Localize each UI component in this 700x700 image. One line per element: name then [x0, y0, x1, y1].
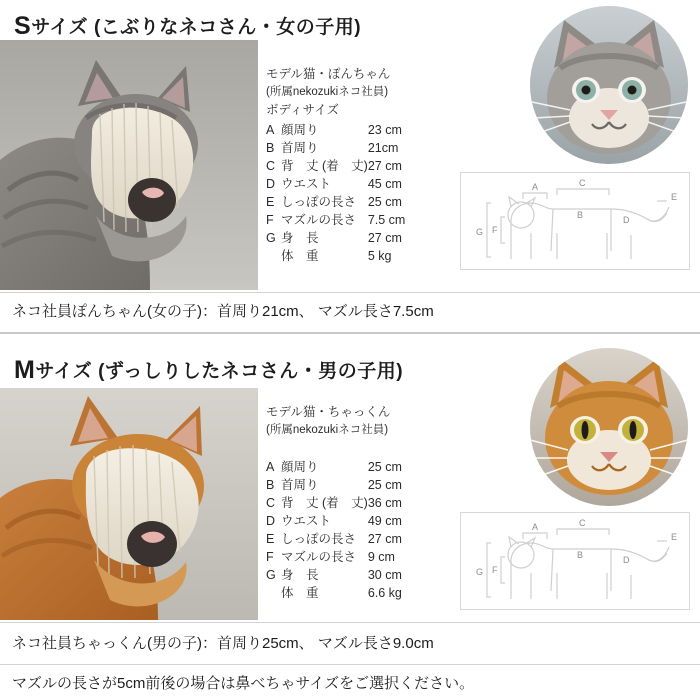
measure-name: 体 重	[281, 586, 319, 601]
measurement-diagram-s	[460, 172, 690, 270]
table-row	[266, 211, 405, 229]
measure-key	[266, 584, 281, 602]
measure-key: C	[266, 496, 276, 511]
model-name-s: モデル猫・ぽんちゃん	[266, 67, 391, 81]
portrait-s-illustration	[530, 6, 688, 164]
diagram-label-d: D	[623, 555, 630, 565]
measure-key	[266, 247, 281, 265]
diagram-label-e: E	[671, 192, 678, 202]
table-row	[266, 548, 402, 566]
measure-value: 27 cm	[367, 532, 402, 547]
measure-value: 49 cm	[367, 514, 402, 529]
diagram-label-a: A	[532, 182, 539, 192]
measure-name: 首周り	[281, 478, 319, 493]
measure-name: マズルの長さ	[281, 212, 357, 227]
model-name-m: モデル猫・ちゃっくん	[266, 405, 391, 419]
table-row	[266, 193, 405, 211]
measure-key: A	[266, 122, 275, 137]
section-title-s-prefix: S	[14, 12, 32, 40]
measure-value: 23 cm	[367, 122, 402, 137]
divider-footer	[0, 664, 700, 665]
model-affiliation-m: (所属nekozukiネコ社員)	[266, 423, 389, 436]
measurement-diagram-m	[460, 512, 690, 610]
diagram-m-svg	[461, 513, 690, 610]
measure-name: 背 丈 (着 丈)	[281, 158, 368, 173]
portrait-cat-m	[530, 348, 688, 506]
measure-value: 25 cm	[367, 194, 402, 209]
measure-key: C	[266, 158, 276, 173]
model-affiliation-s: (所属nekozukiネコ社員)	[266, 85, 389, 98]
caption-s: ネコ社員ぽんちゃん(女の子)：首周り21cm、 マズル長さ7.5cm	[12, 303, 434, 320]
section-title-m	[14, 356, 403, 385]
measure-key: A	[266, 460, 275, 475]
measure-key: F	[266, 550, 274, 565]
measure-name: 身 長	[281, 568, 319, 583]
table-row	[266, 229, 405, 247]
divider-bottom-s	[0, 332, 700, 334]
measure-name: 首周り	[281, 140, 319, 155]
footer-note: マズルの長さが5cm前後の場合は鼻べちゃサイズをご選択ください。	[12, 675, 475, 692]
diagram-label-g: G	[476, 567, 484, 577]
diagram-label-c: C	[579, 178, 586, 188]
measure-name: しっぽの長さ	[281, 194, 357, 209]
section-title-m-prefix: M	[14, 356, 36, 384]
measure-value: 25 cm	[367, 478, 402, 493]
measurement-table-m	[266, 458, 402, 602]
section-title-s-rest: サイズ (こぶりなネコさん・女の子用)	[31, 17, 362, 38]
measure-value: 25 cm	[367, 460, 402, 475]
table-row	[266, 458, 402, 476]
measure-value: 6.6 kg	[367, 586, 402, 601]
diagram-label-d: D	[623, 215, 630, 225]
measure-value: 21cm	[367, 140, 399, 155]
measure-key: G	[266, 230, 276, 245]
measure-name: 身 長	[281, 230, 319, 245]
table-row	[266, 530, 402, 548]
caption-m: ネコ社員ちゃっくん(男の子)：首周り25cm、 マズル長さ9.0cm	[12, 635, 434, 652]
table-row	[266, 121, 405, 139]
measure-key: F	[266, 212, 274, 227]
measure-name: 顔周り	[281, 122, 319, 137]
measure-name: マズルの長さ	[281, 550, 357, 565]
photo-cat-m	[0, 388, 258, 620]
spec-s	[266, 66, 405, 265]
diagram-label-b: B	[577, 210, 584, 220]
cat-s-illustration	[0, 40, 258, 290]
diagram-label-b: B	[577, 550, 584, 560]
portrait-cat-s	[530, 6, 688, 164]
photo-cat-s	[0, 40, 258, 290]
section-title-m-rest: サイズ (ずっしりしたネコさん・男の子用)	[35, 361, 404, 382]
diagram-label-a: A	[532, 522, 539, 532]
diagram-label-c: C	[579, 518, 586, 528]
table-row	[266, 494, 402, 512]
diagram-label-f: F	[492, 225, 498, 235]
table-row	[266, 512, 402, 530]
measure-value: 27 cm	[367, 158, 402, 173]
diagram-label-g: G	[476, 227, 484, 237]
measure-value: 45 cm	[367, 176, 402, 191]
measure-key: G	[266, 568, 276, 583]
measure-key: E	[266, 532, 275, 547]
section-title-s	[14, 12, 361, 41]
table-row	[266, 175, 405, 193]
cat-m-illustration	[0, 388, 258, 620]
spec-m	[266, 404, 402, 602]
measure-value: 30 cm	[367, 568, 402, 583]
measure-name: ウエスト	[281, 176, 332, 191]
table-row	[266, 566, 402, 584]
measure-name: しっぽの長さ	[281, 532, 357, 547]
table-row	[266, 157, 405, 175]
measure-value: 36 cm	[367, 496, 402, 511]
portrait-m-illustration	[530, 348, 688, 506]
diagram-label-e: E	[671, 532, 678, 542]
measure-name: 体 重	[281, 248, 319, 263]
measure-value: 7.5 cm	[367, 212, 406, 227]
divider-top-s	[0, 292, 700, 293]
divider-top-m	[0, 622, 700, 623]
measure-key: E	[266, 194, 275, 209]
measure-key: D	[266, 176, 276, 191]
diagram-s-svg	[461, 173, 690, 270]
table-row	[266, 584, 402, 602]
measure-value: 5 kg	[367, 248, 392, 263]
measure-key: B	[266, 140, 275, 155]
measure-value: 27 cm	[367, 230, 402, 245]
measure-value: 9 cm	[367, 550, 395, 565]
measurement-table-s	[266, 121, 405, 265]
measure-key: B	[266, 478, 275, 493]
measure-name: ウエスト	[281, 514, 332, 529]
body-size-label-s: ボディサイズ	[266, 103, 340, 118]
diagram-label-f: F	[492, 565, 498, 575]
table-row	[266, 247, 405, 265]
measure-key: D	[266, 514, 276, 529]
table-row	[266, 139, 405, 157]
measure-name: 顔周り	[281, 460, 319, 475]
measure-name: 背 丈 (着 丈)	[281, 496, 368, 511]
table-row	[266, 476, 402, 494]
